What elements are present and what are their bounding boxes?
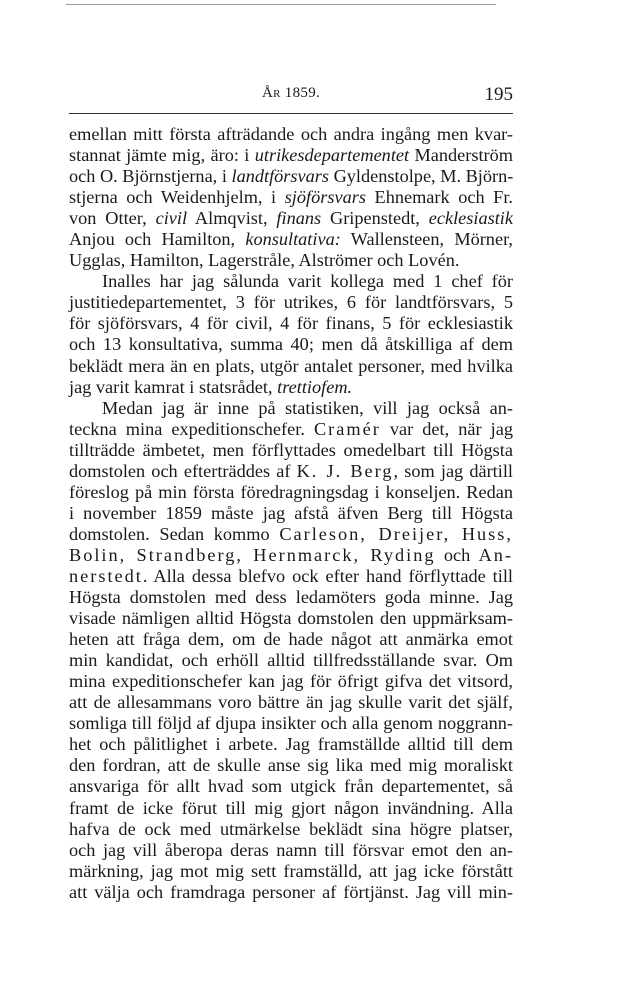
text-line xyxy=(69,124,513,145)
text-run: stjerna och Weidenhjelm, i xyxy=(69,187,285,208)
text-line xyxy=(69,840,513,861)
text-line xyxy=(69,461,513,482)
text-line xyxy=(69,692,513,713)
text-run: mina expeditionschefer kan jag för öfrigt gifva det vitsord, xyxy=(69,671,513,692)
spaced-name: Cramér xyxy=(313,418,381,439)
text-run: märkning, jag mot mig sett framställd, att jag icke förstått xyxy=(69,860,513,881)
text-run: Anjou och Hamilton, xyxy=(69,229,246,250)
text-run: domstolen. Sedan kommo xyxy=(69,523,280,544)
text-run: tillträdde ämbetet, men förflyttades omedelbart till Högsta xyxy=(69,439,513,460)
text-run: Medan jag är inne på statistiken, vill jag också an- xyxy=(102,397,513,418)
text-run: föreslog på min första föredragningsdag i konseljen. Redan xyxy=(69,481,513,502)
text-run: i november 1859 måste jag afstå äfven Berg till Högsta xyxy=(69,502,513,523)
text-line xyxy=(69,377,513,398)
text-run: hafva de ock med utmärkelse beklädt sina högre platser, xyxy=(69,818,513,839)
italic-run: trettiofem. xyxy=(277,376,353,397)
text-run: domstolen och efterträddes af xyxy=(69,460,297,481)
spaced-name: K. J. Berg xyxy=(296,460,394,481)
text-run: het och pålitlighet i arbete. Jag framställde alltid till dem xyxy=(69,734,513,755)
text-line xyxy=(69,503,513,524)
header-rule xyxy=(69,113,513,114)
italic-run: civil xyxy=(155,208,188,229)
text-line xyxy=(69,482,513,503)
text-run: att de allesammans voro bättre än jag skulle varit det själf, xyxy=(69,692,513,713)
text-line xyxy=(69,819,513,840)
italic-run: ecklesiastik xyxy=(428,208,513,229)
text-run: Ehnemark och Fr. xyxy=(365,187,513,208)
text-run: , som jag därtill xyxy=(393,460,513,481)
text-line xyxy=(69,524,513,545)
text-line xyxy=(69,313,513,334)
text-line xyxy=(69,798,513,819)
text-run: att välja och framdraga personer af förtjänst. Jag vill min- xyxy=(69,881,513,902)
text-run: emellan mitt första afträdande och andra ingång men kvar- xyxy=(69,124,513,144)
text-run: ansvariga för allt hvad som utgick från departementet, så xyxy=(69,776,513,797)
text-run: heten att fråga dem, om de hade något att anmärka emot xyxy=(69,629,513,650)
text-line xyxy=(69,671,513,692)
body-text xyxy=(69,124,513,903)
text-run: Almqvist, xyxy=(187,208,277,229)
italic-run: landtförsvars xyxy=(231,166,329,187)
text-line xyxy=(69,608,513,629)
text-run: och xyxy=(435,544,479,565)
text-line xyxy=(69,713,513,734)
text-line xyxy=(69,398,513,419)
page-number: 195 xyxy=(484,84,513,105)
text-run: Wallensteen, Mörner, xyxy=(340,229,513,250)
text-line xyxy=(69,208,513,229)
text-line xyxy=(69,629,513,650)
italic-run: sjöförsvars xyxy=(284,187,366,208)
text-run: . Alla dessa blefvo ock efter hand förflyttade till xyxy=(142,565,513,586)
text-run: Manderström xyxy=(409,145,513,166)
text-line xyxy=(69,145,513,166)
text-run: Inalles har jag sålunda varit kollega med 1 chef för xyxy=(102,271,513,292)
text-line xyxy=(69,566,513,587)
running-head-year: 1859. xyxy=(284,85,321,101)
text-line xyxy=(69,356,513,377)
text-run: teckna mina expeditionschefer. xyxy=(69,418,314,439)
running-head-prefix: År xyxy=(261,85,281,101)
text-run: var det, när jag xyxy=(380,418,513,439)
text-run: Högsta domstolen med dess ledamöters goda minne. Jag xyxy=(69,587,513,608)
text-run: jag varit kamrat i statsrådet, xyxy=(69,376,278,397)
spaced-name: An- xyxy=(478,544,513,565)
text-line xyxy=(69,250,513,271)
text-line xyxy=(69,419,513,440)
text-run: och 13 konsultativa, summa 40; men då åtskilliga af dem xyxy=(69,334,513,355)
text-run: stannat jämte mig, äro: i xyxy=(69,145,255,166)
text-line xyxy=(69,545,513,566)
italic-run: konsultativa: xyxy=(245,229,341,250)
text-run: och jag vill åberopa deras namn till försvar emot den an- xyxy=(69,839,513,860)
text-run: och O. Björnstjerna, i xyxy=(69,166,232,187)
text-line xyxy=(69,292,513,313)
text-run: justitiedepartementet, 3 för utrikes, 6 för landtförsvars, 5 xyxy=(69,292,513,313)
running-head xyxy=(69,85,513,102)
text-run: framt de icke förut till mig gjort någon invändning. Alla xyxy=(69,797,513,818)
text-run: för sjöförsvars, 4 för civil, 4 för finans, 5 för ecklesiastik xyxy=(69,313,513,334)
text-run: visade nämligen alltid Högsta domstolen den uppmärksam- xyxy=(69,608,513,629)
text-line xyxy=(69,166,513,187)
text-line xyxy=(69,271,513,292)
text-line xyxy=(69,776,513,797)
text-line xyxy=(69,755,513,776)
text-run: Ugglas, Hamilton, Lagerstråle, Alströmer och Lovén. xyxy=(69,250,460,271)
text-line xyxy=(69,734,513,755)
page-header xyxy=(69,84,513,106)
text-line xyxy=(69,440,513,461)
italic-run: finans xyxy=(276,208,322,229)
spaced-name: nerstedt xyxy=(69,565,143,586)
text-line xyxy=(69,587,513,608)
text-run: Gripenstedt, xyxy=(321,208,429,229)
text-run: beklädt mera än en plats, utgör antalet personer, med hvilka xyxy=(69,355,513,376)
text-run: Gyldenstolpe, M. Björn- xyxy=(329,166,514,187)
spaced-name: Carleson, Dreijer, Huss, xyxy=(279,523,513,544)
text-line xyxy=(69,334,513,355)
text-line xyxy=(69,229,513,250)
text-run: den fordran, att de skulle anse sig lika med mig moraliskt xyxy=(69,755,513,776)
italic-run: utrikesdepartementet xyxy=(254,145,410,166)
text-run: somliga till följd af djupa insikter och alla genom noggrann- xyxy=(69,713,513,734)
text-line xyxy=(69,650,513,671)
top-edge-rule xyxy=(66,4,496,5)
text-line xyxy=(69,187,513,208)
text-run: min kandidat, och erhöll alltid tillfredsställande svar. Om xyxy=(69,650,513,671)
text-line xyxy=(69,882,513,903)
text-line xyxy=(69,861,513,882)
spaced-name: Bolin, Strandberg, Hernmarck, Ryding xyxy=(69,544,436,565)
text-run: von Otter, xyxy=(69,208,156,229)
